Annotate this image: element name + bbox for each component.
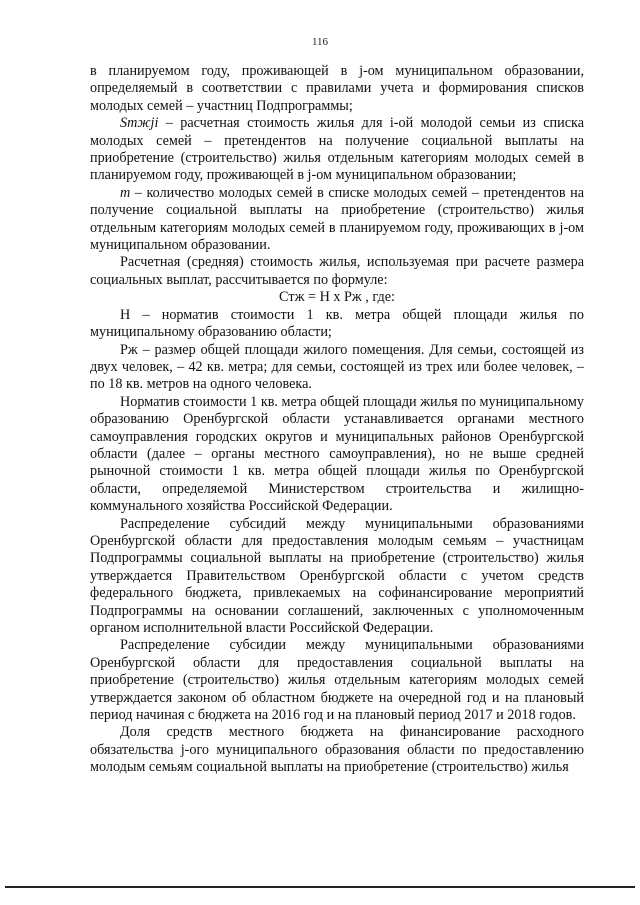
definition-smzh: – расчетная стоимость жилья для i-ой молодой семьи из списка молодых семей – претендентов на получение социальной выплаты на приобретение (строительство) жилья отдельным категориям молодых семей в планируемом году, проживающей в j-ом муниципальном образовании; [90, 115, 584, 184]
paragraph-norm-establishment: Норматив стоимости 1 кв. метра общей площади жилья по муниципальному образованию Оренбургской области устанавливается органами местного самоуправления городских округов и муниципальных районов Оренбургской области (далее – органы местного самоуправления), но не выше средней рыночной стоимости 1 кв. метра общей площади жилья по Оренбургской области, определяемой Министерством строительства и жилищно-коммунального хозяйства Российской Федерации. [90, 393, 584, 515]
paragraph-area-definition: Рж – размер общей площади жилого помещения. Для семьи, состоящей из двух человек, – 42 кв. метра; для семьи, состоящей из трех или более человек, – по 18 кв. метров на одного человека. [90, 341, 584, 393]
paragraph-subsidy-distribution-1: Распределение субсидий между муниципальными образованиями Оренбургской области для предоставления молодым семьям – участницам Подпрограммы социальной выплаты на приобретение (строительство) жилья утверждается Правительством Оренбургской области с учетом средств федерального бюджета, привлекаемых на софинансирование мероприятий Подпрограммы на основании соглашений, заключенных с уполномоченным органом исполнительной власти Российской Федерации. [90, 515, 584, 636]
page-bottom-rule [5, 886, 635, 888]
paragraph-subsidy-distribution-2: Распределение субсидии между муниципальными образованиями Оренбургской области для предоставления социальной выплаты на приобретение (строительство) жилья отдельным категориям молодых семей утверждается законом об областном бюджете на очередной год и на плановый период начиная с бюджета на 2016 год и на плановый период 2017 и 2018 годов. [90, 637, 584, 724]
page-number: 116 [311, 36, 329, 48]
document-body [90, 63, 584, 777]
formula: Стж = Н х Рж , где: [279, 289, 395, 306]
term-smzh: Smжji [120, 115, 159, 132]
paragraph-smzh-definition [90, 115, 584, 185]
paragraph-norm-definition: Н – норматив стоимости 1 кв. метра общей площади жилья по муниципальному образованию области; [90, 306, 584, 341]
paragraph-m-definition [90, 185, 584, 255]
term-m: m [120, 184, 131, 201]
paragraph-local-budget-share: Доля средств местного бюджета на финансирование расходного обязательства j-ого муниципального образования области по предоставлению молодым семьям социальной выплаты на приобретение (строительство) жилья [90, 724, 584, 776]
paragraph-continuation: в планируемом году, проживающей в j-ом муниципальном образовании, определяемый в соответствии с правилами учета и формирования списков молодых семей – участниц Подпрограммы; [90, 63, 584, 114]
paragraph-average-cost: Расчетная (средняя) стоимость жилья, используемая при расчете размера социальных выплат, рассчитывается по формуле: [90, 254, 584, 288]
definition-m: – количество молодых семей в списке молодых семей – претендентов на получение социальной выплаты на приобретение (строительство) жилья отдельным категориям молодых семей в планируемом году, проживающих в j-ом муниципальном образовании. [90, 184, 584, 254]
